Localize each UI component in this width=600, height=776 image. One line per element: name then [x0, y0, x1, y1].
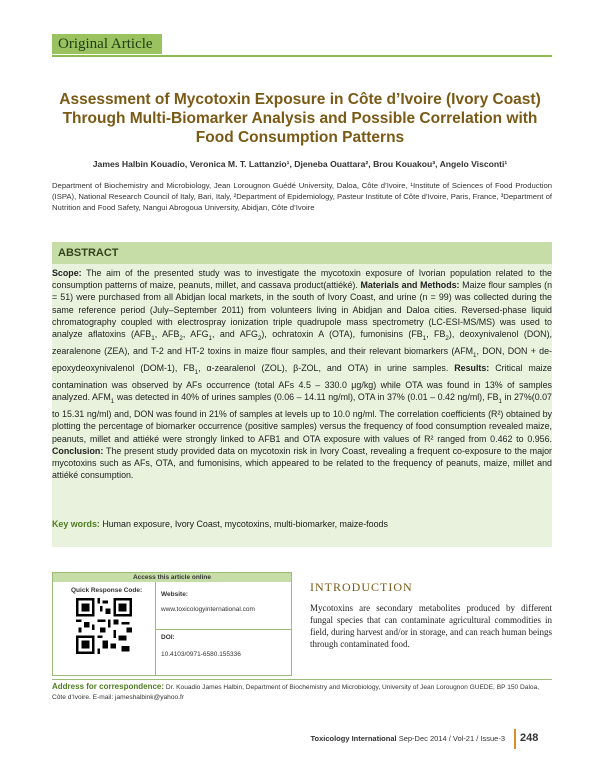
- conclusion-label: Conclusion:: [52, 445, 104, 456]
- scope-text: The aim of the presented study was to investigate the mycotoxin exposure of Ivorian population related to the consumption patterns of maize, peanuts, millet, and cassava product(attiéké).: [52, 268, 552, 291]
- page-number-bar: [514, 729, 516, 749]
- results-text: was detected in 40% of urines samples (0.06 – 14.11 ng/ml), OTA in 37% (0.01 – 0.42 ng/ml), FB: [116, 392, 499, 403]
- header-rule: [52, 55, 552, 57]
- access-heading: Access this article online: [53, 573, 291, 582]
- correspondence-label: Address for correspondence:: [52, 682, 165, 691]
- introduction-heading: INTRODUCTION: [310, 580, 413, 594]
- author-list: James Halbin Kouadio, Veronica M. T. Lattanzio¹, Djeneba Ouattara², Brou Kouakou³, Angelo Visconti¹: [92, 159, 508, 169]
- keywords-text: Human exposure, Ivory Coast, mycotoxins, multi-biomarker, maize-foods: [102, 519, 388, 529]
- correspondence: [52, 682, 552, 702]
- methods-text: ochratoxin A (OTA), fumonisins (FB: [272, 329, 423, 340]
- qr-code-icon[interactable]: [76, 598, 132, 654]
- methods-label: Materials and Methods:: [360, 280, 460, 291]
- access-divider: [155, 629, 292, 630]
- abstract-heading: ABSTRACT: [52, 242, 552, 264]
- issue-info: Sep-Dec 2014 / Vol-21 / Issue-3: [398, 734, 505, 743]
- correspondence-text: Dr. Kouadio James Halbin, Department of Biochemistry and Microbiology, University of Jean Lorougnon GUEDE, BP 150 Daloa, Côte d’Ivoire. E-mail: jameshalbink@yahoo.fr: [52, 684, 540, 701]
- methods-text: , α-zearalenol (ZOL), β-ZOL, and OTA) in urine samples.: [198, 362, 449, 373]
- affiliations: Department of Biochemistry and Microbiology, Jean Lorougnon Guédé University, Daloa, Côte d’Ivoire, ¹Institute of Sciences of Food Production (ISPA), National Research Council of Italy, Bari, Italy, ²Department of Epidemiology, Pasteur Institute of Côte d’Ivoire, Paris, France, ³Department of Nutrition and Food Safety, Nangui Abrogoua University, Abidjan, Côte d’Ivoire: [52, 181, 552, 212]
- section-tag: Original Article: [52, 34, 162, 54]
- abstract-body: Scope: The aim of the presented study was to investigate the mycotoxin exposure of Ivorian population related to the consumption patterns of maize, peanuts, millet, and cassava product(attiéké). Materials and Methods: Maize flour samples (n = 51) were purchased from all Abidjan local markets, in the south of Ivory Coast, and urine (n = 99) was collected during the same reference period (July–September 2011) from volunteers living in Abidjan and Daloa cities. Reversed-phase liquid chromatography coupled with electrospray ionization triple quadrupole mass spectrometry (LC-ESI-MS/MS) was used to analyze aflatoxins ($AFB_1$, $AFB_2$, $AFG_1$, and $AFG_2$), ochratoxin A (OTA), fumonisins ($FB_1$, $FB_2$), deoxynivalenol (DON), zearalenone (ZEA), and T-2 and HT-2 toxins in maize flour samples, and their relevant biomarkers ($AFM_1$, DON, DON + de-epoxydeoxynivalenol (DOM-1), $FB_1$, α-zearalenol (ZOL), β-ZOL, and OTA) in urine samples. Results: Critical maize contamination was observed by AFs occurrence (total AFs 4.5 – 330.0 μg/kg) while OTA was found in 13% of samples analyzed. $AFM_1$ was detected in 40% of urines samples (0.06 – 14.11 ng/ml), OTA in 37% (0.01 – 0.42 ng/ml), $FB_1$ in 27%(0.07 to 15.31 ng/ml) and, DON was found in 21% of samples at levels up to 10.0 ng/ml. The correlation coefficients (R²) obtained by plotting the percentage of biomarker occurrence (positive samples) versus the frequency of food consumption revealed maize, peanuts, millet and attiéké were strongly linked to AFB1 and OTA exposure with values of R² ranged from 0.462 to 0.956. Conclusion: The present study provided data on mycotoxin risk in Ivory Coast, revealing a frequent co-exposure to the major mycotoxins such as AFs, OTA, and fumonisins, which appeared to be related to the frequency of peanuts, maize, millet and attiéké consumption.: [52, 268, 552, 481]
- journal-name: Toxicology International: [310, 734, 397, 743]
- access-box: [52, 572, 292, 676]
- keywords-label: Key words:: [52, 519, 100, 529]
- doi-link[interactable]: 10.4103/0971-6580.155336: [161, 651, 241, 658]
- conclusion-text: The present study provided data on mycotoxin risk in Ivory Coast, revealing a frequent co-exposure to the major mycotoxins such as AFs, OTA, and fumonisins, which appeared to be related to the frequency of peanuts, maize, millet and attiéké consumption.: [52, 445, 552, 481]
- results-text: in 27%(0.07 to 15.31 ng/ml) and, DON was found in 21% of samples at levels up to 10.0 ng/ml. The correlation coefficients (R²) obtained by plotting the percentage of biomarker occurrence (positive samples) versus the frequency of food consumption revealed maize, peanuts, millet and attiéké were strongly linked to AFB1 and OTA exposure with values of R² ranged from 0.462 to 0.956.: [52, 392, 552, 444]
- page-number: 248: [520, 732, 539, 744]
- results-text: Critical maize contamination was observed by AFs occurrence (total AFs 4.5 – 330.0 μg/kg) while OTA was found in 13% of samples analyzed. AFM: [52, 362, 552, 403]
- results-label: Results:: [454, 362, 490, 373]
- scope-label: Scope:: [52, 268, 82, 278]
- doi-label: DOI:: [161, 634, 175, 641]
- introduction-text: Mycotoxins are secondary metabolites produced by different fungal species that can contaminate agricultural commodities in field, during harvest and/or in storage, and can reach human beings through contaminated food.: [310, 603, 552, 649]
- page-footer: [200, 734, 505, 743]
- methods-text: deoxynivalenol (DON), zearalenone (ZEA), and T-2 and HT-2 toxins in maize flour samples, and their relevant biomarkers (AFM: [52, 329, 552, 356]
- website-link[interactable]: www.toxicologyinternational.com: [161, 606, 255, 613]
- methods-text: Maize flour samples (n = 51) were purchased from all Abidjan local markets, in the south of Ivory Coast, and urine (n = 99) was collected during the same reference period (July–September 2011) from volunteers living in Abidjan and Daloa cities. Reversed-phase liquid chromatography coupled with electrospray ionization triple quadrupole mass spectrometry (LC-ESI-MS/MS) was used to analyze aflatoxins (AFB: [52, 280, 552, 340]
- article-title: Assessment of Mycotoxin Exposure in Côte d’Ivoire (Ivory Coast) Through Multi-Biomarker Analysis and Possible Correlation with Food Consumption Patterns: [59, 91, 541, 146]
- website-label: Website:: [161, 591, 188, 598]
- correspondence-rule: [52, 679, 552, 680]
- qr-label: Quick Response Code:: [71, 587, 143, 594]
- methods-text: , DON, DON + de-epoxydeoxynivalenol (DOM-1), FB: [52, 346, 552, 373]
- keywords: [52, 518, 552, 530]
